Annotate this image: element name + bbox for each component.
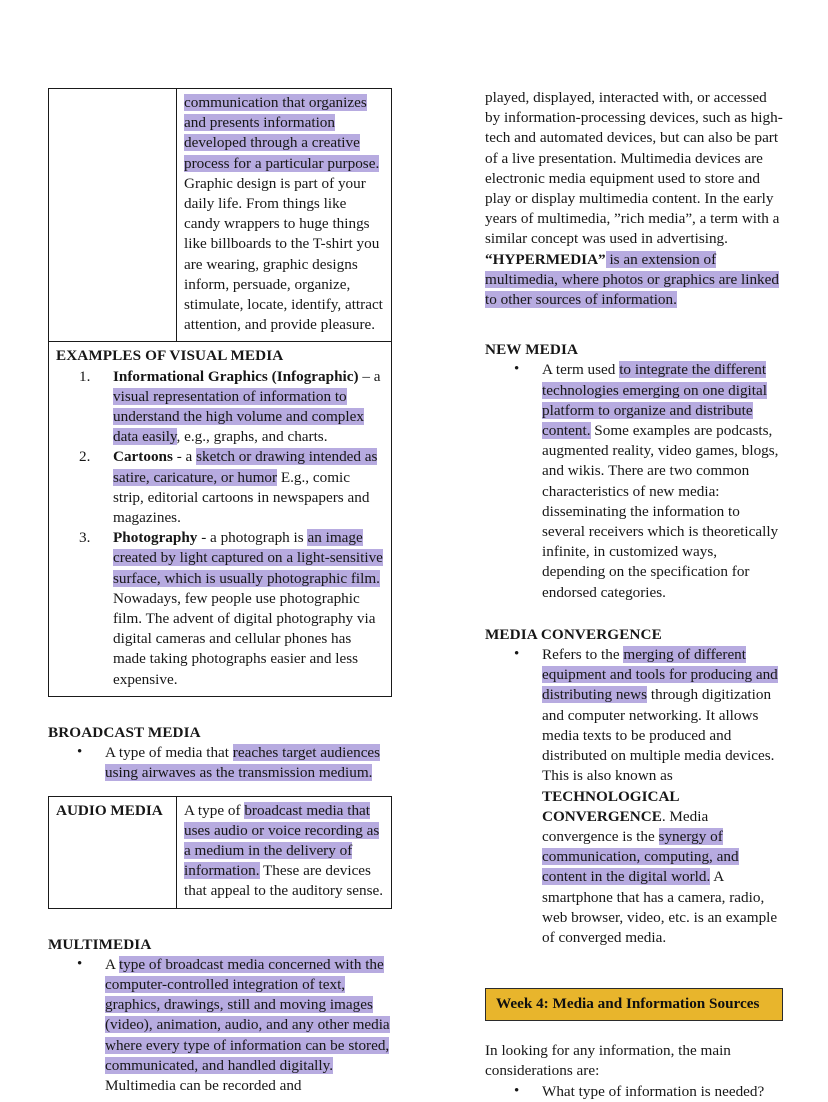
spacer <box>485 603 783 625</box>
right-column <box>485 88 783 1102</box>
list-item <box>56 367 384 448</box>
convergence-highlight-1: merging of different equipment and tools for producing and distributing news <box>542 646 778 704</box>
broadcast-lead: A type of media that <box>105 744 233 762</box>
week-banner: Week 4: Media and Information Sources <box>485 988 783 1021</box>
new-media-heading: NEW MEDIA <box>485 341 579 359</box>
left-column <box>48 88 392 1096</box>
technological-convergence-term: TECHNOLOGICAL CONVERGENCE <box>542 787 679 825</box>
multimedia-continued-text: played, displayed, interacted with, or accessed by information-processing devices, such as high-tech and automated devices, but can also be part of a live presentation. Multimedia devices are electronic media equipment used to store and play or display multimedia content. In the early years of multimedia, ”rich media”, a term with a similar concept was used in advertising. <box>485 89 783 248</box>
list-item-rest: E.g., comic strip, editorial cartoons in newspapers and magazines. <box>113 468 370 527</box>
table-row <box>49 796 392 908</box>
convergence-mid-2: . Media convergence is the <box>542 807 709 845</box>
graphic-design-body-cell <box>177 89 392 342</box>
list-item-highlight: sketch or drawing intended as satire, caricature, or humor <box>113 448 378 486</box>
audio-media-lead: A type of <box>184 801 245 819</box>
graphic-design-highlight: communication that organizes and presents information developed through a creative process for a particular purpose. <box>184 94 380 172</box>
list-item-term: Cartoons <box>113 448 173 466</box>
audio-media-label: AUDIO MEDIA <box>49 796 177 908</box>
list-item-dash: - a <box>172 448 197 466</box>
audio-media-rest: These are devices that appeal to the auditory sense. <box>184 862 384 900</box>
list-item-rest: , e.g., graphs, and charts. <box>176 428 328 446</box>
new-media-highlight: to integrate the different technologies emerging on one digital platform to organize and distribute content. <box>542 361 767 440</box>
media-convergence-list <box>485 645 783 948</box>
list-item-highlight: an image created by light captured on a light-sensitive surface, which is usually photographic film. <box>113 529 383 587</box>
table-row <box>49 89 392 342</box>
sources-intro-text: In looking for any information, the main considerations are: <box>485 1042 731 1080</box>
multimedia-highlight: type of broadcast media concerned with the computer-controlled integration of text, graphics, drawings, still and moving images (video), animation, audio, and any other media where every type of information can be stored, communicated, and handled digitally. <box>105 955 390 1074</box>
broadcast-media-heading: BROADCAST MEDIA <box>48 723 201 741</box>
spacer <box>485 948 783 988</box>
hypermedia-highlight: is an extension of multimedia, where photos or graphics are linked to other sources of information. <box>485 250 779 309</box>
spacer <box>48 784 392 796</box>
graphic-design-table <box>48 88 392 697</box>
audio-media-body <box>177 796 392 908</box>
list-item-dash: – a <box>358 367 381 385</box>
multimedia-heading: MULTIMEDIA <box>48 935 152 953</box>
spacer <box>48 697 392 723</box>
list-item <box>48 743 392 783</box>
convergence-mid-1: through digitization and computer networking. It allows media texts to be produced and distributed on multiple media devices. This is also known as <box>542 686 775 785</box>
spacer <box>485 1021 783 1041</box>
convergence-rest: A smartphone that has a camera, radio, web browser, video, etc. is an example of converged media. <box>542 868 778 946</box>
graphic-design-label-cell <box>49 89 177 342</box>
examples-of-visual-media-cell <box>49 342 392 696</box>
spacer <box>48 909 392 935</box>
visual-media-list <box>56 367 384 690</box>
new-media-rest: Some examples are podcasts, augmented reality, video games, blogs, and wikis. There are two common characteristics of new media: disseminating the information to several receivers which is theoretically infinite, in customized ways, depending on the specification for endorsed categories. <box>542 422 779 601</box>
list-item <box>485 645 783 948</box>
spacer <box>485 310 783 340</box>
multimedia-list <box>48 955 392 1096</box>
convergence-lead: Refers to the <box>542 646 624 664</box>
new-media-lead: A term used <box>542 361 620 379</box>
list-item-rest: Nowadays, few people use photographic film. The advent of digital photography via digital cameras and cellular phones has made taking photographs easier and less expensive. <box>113 589 376 688</box>
audio-media-table <box>48 796 392 909</box>
convergence-highlight-2: synergy of communication, computing, and content in the digital world. <box>542 827 739 886</box>
list-item-dash: - a photograph is <box>197 529 308 547</box>
list-item-term: Informational Graphics (Infographic) <box>113 367 359 385</box>
examples-heading: EXAMPLES OF VISUAL MEDIA <box>56 347 284 365</box>
hypermedia-term: “HYPERMEDIA” <box>485 250 606 268</box>
sources-considerations-list <box>485 1082 783 1102</box>
audio-media-highlight: broadcast media that uses audio or voice recording as a medium in the delivery of information. <box>184 801 380 880</box>
list-item: • What type of information is needed? <box>485 1082 783 1102</box>
multimedia-lead: A <box>105 955 119 973</box>
graphic-design-rest: Graphic design is part of your daily life. From things like candy wrappers to huge things like billboards to the T-shirt you are wearing, graphic designs inform, persuade, organize, stimulate, locate, identify, attract attention, and provide pleasure. <box>184 174 383 334</box>
list-item <box>485 360 783 602</box>
list-item <box>56 528 384 690</box>
media-convergence-heading: MEDIA CONVERGENCE <box>485 625 662 643</box>
table-row <box>49 342 392 696</box>
multimedia-continued-paragraph <box>485 88 783 310</box>
list-item <box>56 447 384 528</box>
list-item <box>48 955 392 1096</box>
new-media-list <box>485 360 783 602</box>
list-item-term: Photography <box>113 529 198 547</box>
list-item-highlight: visual representation of information to understand the high volume and complex data easily <box>113 387 364 446</box>
multimedia-rest: Multimedia can be recorded and <box>105 1076 302 1094</box>
broadcast-highlight: reaches target audiences using airwaves as the transmission medium. <box>105 744 381 782</box>
broadcast-media-list <box>48 743 392 783</box>
